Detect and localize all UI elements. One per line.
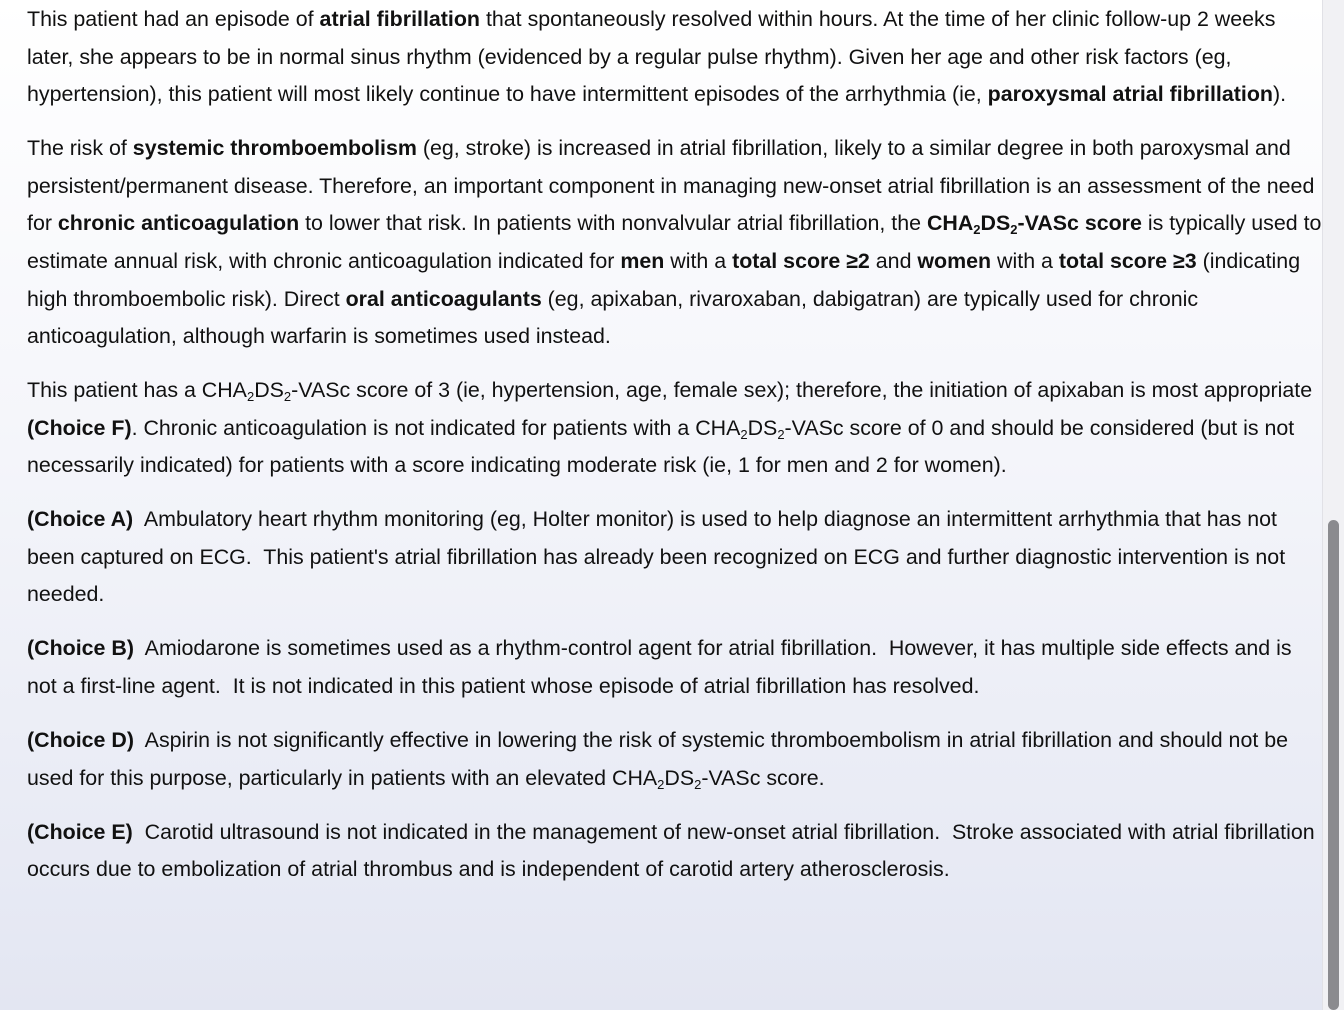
choice-f-reference: (Choice F) — [27, 415, 132, 440]
choice-b-text: Amiodarone is sometimes used as a rhythm-control agent for atrial fibrillation. However, it has multiple side effects and is not a first-line agent. It is not indicated in this patient whose episode of atrial fibrillation has resolved. — [27, 636, 1298, 699]
choice-e-label: (Choice E) — [27, 819, 133, 844]
explanation-content — [27, 0, 1323, 905]
text-span: -VASc score of 3 (ie, hypertension, age, female sex); therefore, the initiation of apixaban is most appropriate — [291, 378, 1313, 403]
paragraph-thromboembolism-risk — [27, 130, 1323, 356]
text-span: (indicating high thromboembolic risk). Direct — [27, 248, 1301, 311]
bold-term: oral anticoagulants — [345, 286, 542, 311]
subscript: 2 — [1010, 222, 1018, 238]
paragraph-choice-e — [27, 814, 1323, 889]
bold-term: total score ≥2 — [732, 248, 870, 273]
paragraph-choice-a — [27, 501, 1323, 614]
text-span: (eg, stroke) is increased in atrial fibrillation, likely to a similar degree in both paroxysmal and persistent/permanent disease. Therefore, an important component in managing new-onset atrial fibrillation is an assessment of the need for — [27, 136, 1315, 236]
bold-term: chronic anticoagulation — [57, 211, 300, 236]
subscript: 2 — [657, 776, 665, 792]
scrollbar-thumb[interactable] — [1328, 520, 1339, 1010]
bold-term: men — [620, 248, 665, 273]
text-span: with a — [664, 248, 733, 273]
vertical-scrollbar[interactable] — [1322, 0, 1344, 1010]
text-span: DS — [980, 211, 1011, 236]
paragraph-choice-b — [27, 630, 1323, 705]
paragraph-patient-score — [27, 372, 1323, 485]
subscript: 2 — [283, 389, 292, 405]
bold-term: atrial fibrillation — [319, 7, 480, 31]
bold-term: women — [917, 248, 992, 273]
bold-term: total score ≥3 — [1058, 248, 1197, 273]
subscript: 2 — [973, 222, 981, 238]
text-span: This patient had an episode of — [27, 7, 320, 31]
choice-e-text: Carotid ultrasound is not indicated in the management of new-onset atrial fibrillation. Stroke associated with atrial fibrillation occurs due to embolization of atrial thrombus and is independent of carotid artery atherosclerosis. — [27, 819, 1321, 882]
subscript: 2 — [740, 426, 748, 442]
bold-term: paroxysmal atrial fibrillation — [987, 82, 1273, 107]
text-span: and — [869, 248, 918, 273]
text-span: DS — [254, 378, 284, 403]
bold-score-name — [926, 211, 1142, 238]
text-span: to lower that risk. In patients with nonvalvular atrial fibrillation, the — [299, 211, 927, 236]
paragraph-choice-d — [27, 722, 1323, 797]
text-span: is typically used to estimate annual risk, with chronic anticoagulation indicated for — [27, 211, 1322, 273]
text-span: -VASc score — [1017, 211, 1142, 236]
text-span: DS — [747, 415, 778, 440]
subscript: 2 — [777, 426, 785, 442]
text-span: -VASc score of 0 and should be considered (but is not necessarily indicated) for patients with a score indicating moderate risk (ie, 1 for men and 2 for women). — [27, 415, 1295, 478]
choice-d-label: (Choice D) — [27, 728, 134, 753]
choice-b-label: (Choice B) — [27, 636, 134, 661]
text-span: with a — [991, 248, 1059, 273]
text-span: ). — [1272, 82, 1287, 107]
choice-a-label: (Choice A) — [27, 507, 134, 532]
text-span: This patient has a CHA — [27, 378, 247, 403]
text-span: The risk of — [27, 136, 133, 161]
subscript: 2 — [694, 776, 702, 792]
text-span: that spontaneously resolved within hours. At the time of her clinic follow-up 2 weeks later, she appears to be in normal sinus rhythm (evidenced by a regular pulse rhythm). Given her age and other risk factors (eg, hypertension), this patient will most likely continue to have intermittent episodes of the arrhythmia (ie, — [27, 7, 1276, 107]
subscript: 2 — [246, 389, 255, 405]
text-span: DS — [664, 765, 695, 790]
text-span: -VASc score. — [701, 765, 825, 790]
text-span: (eg, apixaban, rivaroxaban, dabigatran) are typically used for chronic anticoagulation, although warfarin is sometimes used instead. — [27, 286, 1199, 349]
choice-a-text: Ambulatory heart rhythm monitoring (eg, Holter monitor) is used to help diagnose an intermittent arrhythmia that has not been captured on ECG. This patient's atrial fibrillation has already been recognized on ECG and further diagnostic intervention is not needed. — [27, 507, 1292, 607]
paragraph-paroxysmal-af — [27, 1, 1323, 114]
choice-d-text: Aspirin is not significantly effective in lowering the risk of systemic thromboembolism in atrial fibrillation and should not be used for this purpose, particularly in patients with an elevated CHA — [27, 728, 1294, 790]
bold-term: systemic thromboembolism — [132, 136, 417, 161]
text-span: CHA — [926, 211, 974, 236]
text-span: . Chronic anticoagulation is not indicated for patients with a CHA — [131, 415, 741, 440]
